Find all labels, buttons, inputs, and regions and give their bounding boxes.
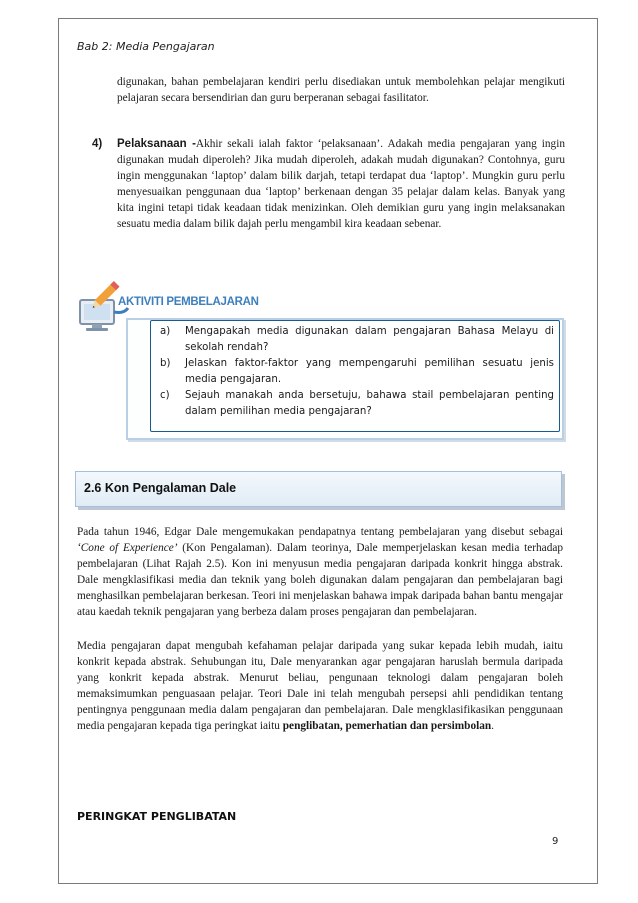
activity-question	[160, 324, 554, 356]
question-text: Sejauh manakah anda bersetuju, bahawa stail pembelajaran penting dalam pemilihan media pengajaran?	[185, 390, 554, 417]
cone-of-experience-term: ‘Cone of Experience’	[77, 542, 178, 554]
question-text: Mengapakah media digunakan dalam pengajaran Bahasa Melayu di sekolah rendah?	[185, 326, 554, 353]
page-number: 9	[552, 836, 559, 847]
body-paragraph-1	[77, 524, 563, 620]
intro-paragraph: digunakan, bahan pembelajaran kendiri perlu disediakan untuk membolehkan pelajar mengikuti pelajaran secara bersendirian dan guru berperanan sebagai fasilitator.	[117, 76, 565, 104]
section-title: 2.6 Kon Pengalaman Dale	[84, 481, 237, 495]
activity-question	[160, 356, 554, 388]
question-letter: c)	[160, 390, 170, 401]
body1-text-start: Pada tahun 1946, Edgar Dale mengemukakan pendapatnya tentang pembelajaran yang disebut sebagai	[77, 526, 563, 538]
levels-term: penglibatan, pemerhatian dan persimbolan	[282, 720, 492, 732]
item-number: 4)	[92, 138, 103, 150]
item4-heading: Pelaksanaan -	[117, 138, 196, 150]
activity-question-list	[160, 324, 554, 420]
question-letter: b)	[160, 358, 171, 369]
page-header: Bab 2: Media Pengajaran	[77, 40, 215, 53]
activity-question	[160, 388, 554, 420]
subheading: PERINGKAT PENGLIBATAN	[77, 810, 237, 823]
body1-text-end: (Kon Pengalaman). Dalam teorinya, Dale memperjelaskan kesan media terhadap pembelajaran (Lihat Rajah 2.5). Kon ini menyusun media pengajaran daripada konkrit hingga abstrak. Dale mengklasifikasi media dan teknik yang boleh digunakan dalam pengajaran dan pembelajaran bagi menghasilkan pembelajaran berkesan. Teori ini menjelaskan bahawa impak daripada bahan bantu mengajar atau kaedah teknik pengajaran yang berbeza dalam proses pengajaran dan pembelajaran.	[77, 542, 563, 618]
item4-paragraph	[117, 136, 565, 232]
question-text: Jelaskan faktor-faktor yang mempengaruhi pemilihan sesuatu jenis media pengajaran.	[185, 358, 554, 385]
body2-text-start: Media pengajaran dapat mengubah kefahaman pelajar daripada yang sukar kepada lebih mudah, iaitu konkrit kepada abstrak. Sehubungan itu, Dale menyarankan agar pengajaran haruslah bermula daripada yang konkrit kepada abstrak. Menurut beliau, pengunaan teknologi dalam pengajaran boleh memaksimumkan penguasaan pelajar. Teori Dale ini telah mengubah persepsi ahli pendidikan tentang pentingnya penggunaan media dalam pengajaran dan pembelajaran. Dale mengklasifikasikan penggunaan media pengajaran kepada tiga peringkat iaitu	[77, 640, 563, 732]
item4-text: Akhir sekali ialah faktor ‘pelaksanaan’. Adakah media pengajaran yang ingin digunakan mudah diperoleh? Jika mudah diperoleh, adakah mudah digunakan? Contohnya, guru ingin menggunakan ‘laptop’ dalam bilik darjah, tetapi terdapat dua ‘laptop’. Mungkin guru perlu menyesuaikan penggunaan dua ‘laptop’ berkenaan dengan 35 pelajar dalam kelas. Banyak yang kita ingini tetapi tidak keadaan tidak menizinkan. Oleh demikian guru yang ingin melaksanakan sesuatu media dalam bilik dajah perlu mengambil kira keadaan sebenar.	[117, 138, 565, 230]
activity-title: AKTIVITI PEMBELAJARAN	[118, 296, 259, 308]
body-paragraph-2	[77, 638, 563, 734]
question-letter: a)	[160, 326, 171, 337]
body2-text-end: .	[491, 720, 494, 732]
